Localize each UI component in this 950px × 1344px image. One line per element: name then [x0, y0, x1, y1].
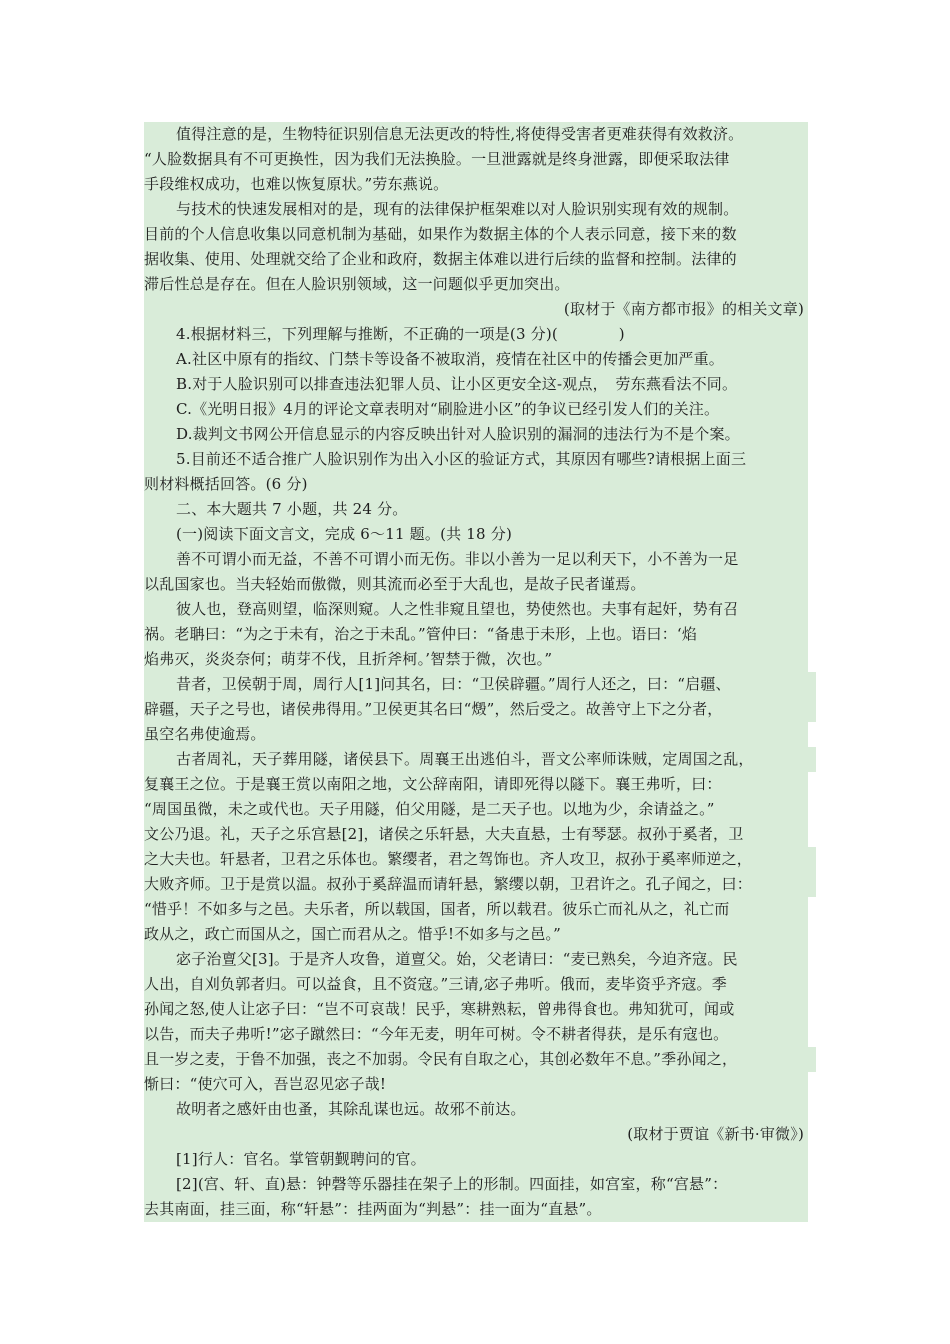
text-line: 古者周礼，天子葬用隧，诸侯县下。周襄王出逃伯斗，晋文公率师诛贼，定周国之乱， — [144, 747, 816, 772]
text-line: 故明者之感奸由也蚤，其除乱谋也远。故邪不前达。 — [144, 1097, 808, 1122]
text-line: 复襄王之位。于是襄王赏以南阳之地，文公辞南阳，请即死得以隧下。襄王弗听，曰： — [144, 772, 808, 797]
text-line: 去其南面，挂三面，称“轩悬”：挂两面为“判悬”：挂一面为“直悬”。 — [144, 1197, 808, 1222]
text-line: 孙闻之怒,使人让宓子曰：“岂不可哀哉！民乎，寒耕熟耘，曾弗得食也。弗知犹可，闻或 — [144, 997, 808, 1022]
text-line: 手段维权成功，也难以恢复原状。”劳东燕说。 — [144, 172, 808, 197]
text-line: “人脸数据具有不可更换性，因为我们无法换脸。一旦泄露就是终身泄露，即便采取法律 — [144, 147, 808, 172]
text-line: “周国虽微，未之或代也。天子用隧，伯父用隧，是二天子也。以地为少，余请益之。” — [144, 797, 808, 822]
text-line: 且一岁之麦，于鲁不加强，丧之不加弱。令民有自取之心，其创必数年不息。”季孙闻之， — [144, 1047, 816, 1072]
text-line: A.社区中原有的指纹、门禁卡等设备不被取消，疫情在社区中的传播会更加严重。 — [144, 347, 808, 372]
text-line: 目前的个人信息收集以同意机制为基础，如果作为数据主体的个人表示同意，接下来的数 — [144, 222, 808, 247]
text-line: 文公乃退。礼，天子之乐宫悬[2]，诸侯之乐轩悬，大夫直悬，士有琴瑟。叔孙于奚者，卫 — [144, 822, 808, 847]
text-line: 与技术的快速发展相对的是，现有的法律保护框架难以对人脸识别实现有效的规制。 — [144, 197, 808, 222]
text-line: 人出，自刈负郭者归。可以益食，且不资寇。”三请,宓子弗听。俄而，麦毕资乎齐寇。季 — [144, 972, 808, 997]
text-line: 彼人也，登高则望，临深则窥。人之性非窥且望也，势使然也。夫事有起奸，势有召 — [144, 597, 808, 622]
text-line: 政从之，政亡而国从之，国亡而君从之。惜乎!不如多与之邑。” — [144, 922, 808, 947]
text-line: 以乱国家也。当夫轻始而傲微，则其流而必至于大乱也，是故子民者谨焉。 — [144, 572, 808, 597]
text-line: 二、本大题共 7 小题，共 24 分。 — [144, 497, 808, 522]
text-line: 值得注意的是，生物特征识别信息无法更改的特性,将使得受害者更难获得有效救济。 — [144, 122, 808, 147]
text-line: [2](宫、轩、直)悬：钟磬等乐器挂在架子上的形制。四面挂，如宫室，称“宫悬”： — [144, 1172, 808, 1197]
text-line: C.《光明日报》4月的评论文章表明对“刷脸进小区”的争议已经引发人们的关注。 — [144, 397, 808, 422]
document-body — [144, 122, 808, 1222]
text-line: 昔者，卫侯朝于周，周行人[1]问其名，曰：“卫侯辟疆。”周行人还之，曰：“启疆、 — [144, 672, 816, 697]
text-line: 则材料概括回答。(6 分) — [144, 472, 808, 497]
text-line: 滞后性总是存在。但在人脸识别领域，这一问题似乎更加突出。 — [144, 272, 808, 297]
text-line: 宓子治亶父[3]。于是齐人攻鲁，道亶父。始，父老请曰：“麦已熟矣，今迫齐寇。民 — [144, 947, 808, 972]
text-line: 祸。老聃曰：“为之于未有，治之于未乱。”管仲曰：“备患于未形，上也。语曰：‘焰 — [144, 622, 808, 647]
text-line: 惭曰：“使穴可入，吾岂忍见宓子哉! — [144, 1072, 808, 1097]
text-line: 据收集、使用、处理就交给了企业和政府，数据主体难以进行后续的监督和控制。法律的 — [144, 247, 808, 272]
text-line: 之大夫也。轩悬者，卫君之乐体也。繁缨者，君之驾饰也。齐人攻卫，叔孙于奚率师逆之， — [144, 847, 816, 872]
text-line: 虽空名弗使逾焉。 — [144, 722, 808, 747]
source-citation: (取材于贾谊《新书·审微》) — [144, 1122, 808, 1147]
text-line: 善不可谓小而无益，不善不可谓小而无伤。非以小善为一足以利天下，小不善为一足 — [144, 547, 808, 572]
text-line: D.裁判文书网公开信息显示的内容反映出针对人脸识别的漏洞的违法行为不是个案。 — [144, 422, 808, 447]
text-line: 辟疆，天子之号也，诸侯弗得用。”卫侯更其名曰“燬”，然后受之。故善守上下之分者， — [144, 697, 816, 722]
text-line: “惜乎！不如多与之邑。夫乐者，所以载国，国者，所以载君。彼乐亡而礼从之，礼亡而 — [144, 897, 808, 922]
source-citation: (取材于《南方都市报》的相关文章) — [144, 297, 808, 322]
text-line: 以告，而夫子弗听!”宓子蹴然曰：“今年无麦，明年可树。令不耕者得获，是乐有寇也。 — [144, 1022, 808, 1047]
text-line: B.对于人脸识别可以排查违法犯罪人员、让小区更安全这-观点， 劳东燕看法不同。 — [144, 372, 808, 397]
text-line: 4.根据材料三，下列理解与推断，不正确的一项是(3 分)( ) — [144, 322, 808, 347]
text-line: 5.目前还不适合推广人脸识别作为出入小区的验证方式，其原因有哪些?请根据上面三 — [144, 447, 808, 472]
text-line: 焰弗灭，炎炎奈何；萌芽不伐，且折斧柯。’智禁于微，次也。” — [144, 647, 808, 672]
text-line: (一)阅读下面文言文，完成 6～11 题。(共 18 分) — [144, 522, 808, 547]
text-line: [1]行人：官名。掌管朝觐聘问的官。 — [144, 1147, 808, 1172]
text-line: 大败齐师。卫于是赏以温。叔孙于奚辞温而请轩悬，繁缨以朝，卫君许之。孔子闻之，曰： — [144, 872, 816, 897]
